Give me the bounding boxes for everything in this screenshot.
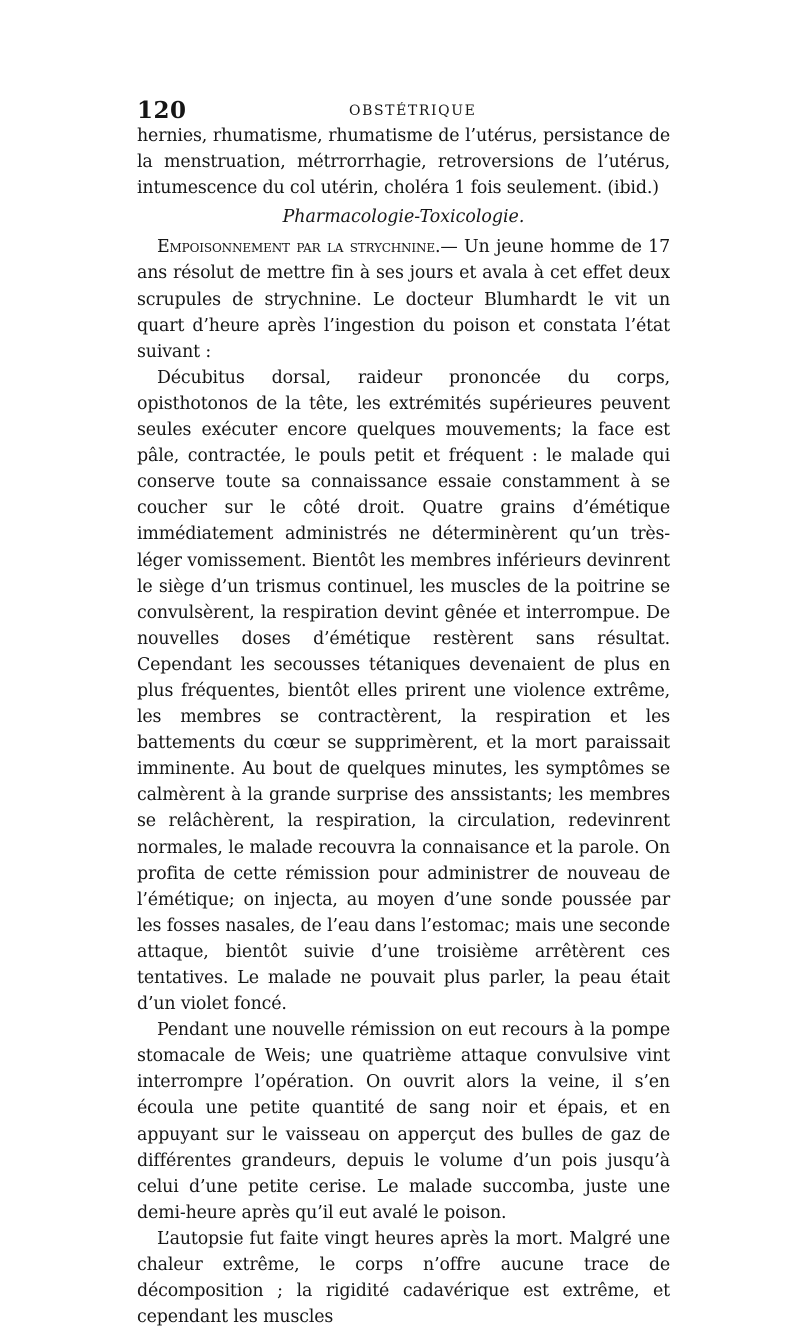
body-text xyxy=(137,123,670,1330)
article-paragraph xyxy=(137,234,670,364)
section-title: Pharmacologie-Toxicologie. xyxy=(282,207,525,228)
running-title: OBSTÉTRIQUE xyxy=(349,103,477,119)
page-number: 120 xyxy=(137,97,187,124)
body-paragraph-symptoms: Décubitus dorsal, raideur prononcée du corps, opisthotonos de la tête, les extrémités supérieures peuvent seules exécuter encore quelques mouvements; la face est pâle, contractée, le pouls petit et fréquent : le malade qui conserve toute sa connaissance essaie constamment à se coucher sur le côté droit. Quatre grains d’émétique immédiatement administrés ne déterminèrent qu’un très-léger vomissement. Bientôt les membres inférieurs devinrent le siège d’un trismus continuel, les muscles de la poitrine se convulsèrent, la respiration devint gênée et interrompue. De nouvelles doses d’émétique restèrent sans résultat. Cependant les secousses tétaniques devenaient de plus en plus fréquentes, bientôt elles prirent une violence extrême, les membres se contractèrent, la respiration et les battements du cœur se supprimèrent, et la mort paraissait imminente. Au bout de quelques minutes, les symptômes se calmèrent à la grande surprise des anssistants; les membres se relâchèrent, la respiration, la circulation, redevinrent normales, le malade recouvra la connaisance et la parole. On profita de cette rémission pour administrer de nouveau de l’émétique; on injecta, au moyen d’une sonde poussée par les fosses nasales, de l’eau dans l’estomac; mais une seconde attaque, bientôt suivie d’une troisième arrêtèrent ces tentatives. Le malade ne pouvait plus parler, la peau était d’un violet foncé. xyxy=(137,367,670,1015)
body-paragraph-autopsy: L’autopsie fut faite vingt heures après la mort. Malgré une chaleur extrême, le corps n’offre aucune trace de décomposition ; la rigidité cadavérique est extrême, et cependant les muscles xyxy=(137,1228,670,1328)
article-title: Empoisonnement par la strychnine. xyxy=(157,237,441,258)
intro-paragraph: hernies, rhumatisme, rhumatisme de l’utérus, persistance de la menstruation, métrrorrhagie, retroversions de l’utérus, intumescence du col utérin, choléra 1 fois seulement. (ibid.) xyxy=(137,126,670,199)
body-paragraph-treatment: Pendant une nouvelle rémission on eut recours à la pompe stomacale de Weis; une quatrième attaque convulsive vint interrompre l’opération. On ouvrit alors la veine, il s’en écoula une petite quantité de sang noir et épais, et en appuyant sur le vaisseau on apperçut des bulles de gaz de différentes grandeurs, depuis le volume d’un pois jusqu’à celui d’une petite cerise. Le malade succomba, juste une demi-heure après qu’il eut avalé le poison. xyxy=(137,1020,670,1223)
article-opening-text: — Un jeune homme de 17 ans résolut de mettre fin à ses jours et avala à cet effet deux scrupules de strychnine. Le docteur Blumhardt le vit un quart d’heure après l’ingestion du poison et constata l’état suivant : xyxy=(137,237,670,362)
